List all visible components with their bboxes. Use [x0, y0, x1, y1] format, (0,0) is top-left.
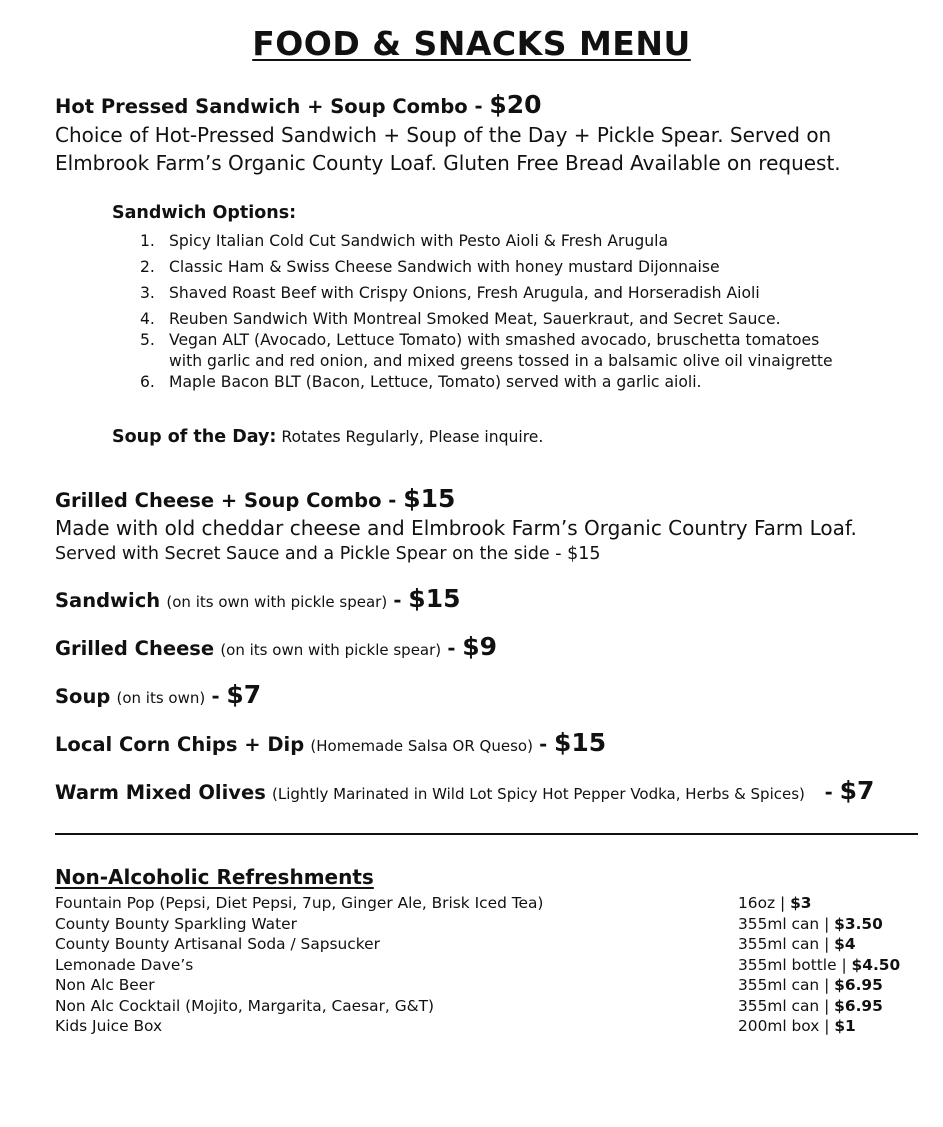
menu-item-name: Soup [55, 685, 111, 708]
sandwich-options-label: Sandwich Options: [112, 203, 297, 223]
table-row: Non Alc Cocktail (Mojito, Margarita, Caesar, G&T) 355ml can | $6.95 [55, 996, 883, 1015]
list-item [140, 330, 930, 372]
menu-item-price: $15 [554, 728, 607, 757]
beverage-price: $1 [834, 1017, 856, 1035]
menu-item-note: (on its own with pickle spear) [220, 641, 442, 659]
menu-item-name: Warm Mixed Olives [55, 781, 266, 804]
list-item-number: 4. [140, 310, 155, 328]
menu-item-name: Local Corn Chips + Dip [55, 733, 305, 756]
table-row: County Bounty Artisanal Soda / Sapsucker 355ml can | $4 [55, 935, 856, 953]
beverage-price: $4 [834, 935, 856, 953]
menu-item-note: (on its own) [116, 689, 206, 707]
refreshments-title: Non-Alcoholic Refreshments [55, 865, 374, 889]
combo-heading-hot-pressed: Hot Pressed Sandwich + Soup Combo - $20 [55, 90, 542, 119]
beverage-size: 16oz [738, 894, 776, 912]
combo-name: Grilled Cheese + Soup Combo [55, 489, 382, 512]
menu-item-price: $7 [839, 776, 875, 805]
table-row: County Bounty Sparkling Water 355ml can | $3.50 [55, 914, 883, 933]
menu-item-note: (on its own with pickle spear) [166, 593, 388, 611]
beverage-name: Non Alc Cocktail (Mojito, Margarita, Caesar, G&T) [55, 996, 435, 1015]
menu-item: Local Corn Chips + Dip (Homemade Salsa OR Queso) - $15 [55, 728, 607, 757]
soup-of-the-day-text: Rotates Regularly, Please inquire. [281, 428, 544, 446]
soup-of-the-day-label: Soup of the Day: [112, 427, 277, 447]
combo-description-extra: Served with Secret Sauce and a Pickle Spear on the side - $15 [55, 544, 601, 564]
list-item-number: 3. [140, 284, 155, 302]
beverage-price: $3 [790, 894, 812, 912]
beverage-size: 355ml can [738, 914, 820, 933]
table-row: Fountain Pop (Pepsi, Diet Pepsi, 7up, Ginger Ale, Brisk Iced Tea) 16oz | $3 [55, 894, 812, 912]
beverage-name: Kids Juice Box [55, 1017, 163, 1035]
list-item-text: Spicy Italian Cold Cut Sandwich with Pesto Aioli & Fresh Arugula [169, 232, 668, 250]
beverage-size: 355ml can [738, 935, 820, 953]
list-item [140, 257, 930, 278]
beverage-name: County Bounty Sparkling Water [55, 914, 297, 933]
list-item [140, 283, 930, 304]
menu-item-name: Sandwich [55, 589, 161, 612]
menu-item: Grilled Cheese (on its own with pickle spear) - $9 [55, 632, 498, 661]
list-item-text: Reuben Sandwich With Montreal Smoked Meat, Sauerkraut, and Secret Sauce. [169, 310, 781, 328]
menu-item: Sandwich (on its own with pickle spear) - $15 [55, 584, 461, 613]
beverage-size: 355ml can [738, 976, 820, 994]
beverage-price: $4.50 [851, 955, 901, 974]
combo-description-line: Choice of Hot-Pressed Sandwich + Soup of the Day + Pickle Spear. Served on [55, 123, 832, 147]
sandwich-options-list [140, 231, 930, 393]
table-row: Non Alc Beer 355ml can | $6.95 [55, 976, 883, 994]
beverage-size: 355ml bottle [738, 955, 837, 974]
combo-heading-grilled-cheese: Grilled Cheese + Soup Combo - $15 [55, 484, 456, 513]
menu-item-price: $7 [226, 680, 262, 709]
section-divider [55, 833, 918, 835]
menu-item-price: $9 [462, 632, 498, 661]
list-item-number: 2. [140, 258, 155, 276]
menu-item-name: Grilled Cheese [55, 637, 215, 660]
combo-price: $20 [489, 90, 542, 119]
table-row: Lemonade Dave’s 355ml bottle | $4.50 [55, 955, 901, 974]
list-item-text: Maple Bacon BLT (Bacon, Lettuce, Tomato) served with a garlic aioli. [169, 373, 702, 391]
list-item-text: Shaved Roast Beef with Crispy Onions, Fresh Arugula, and Horseradish Aioli [169, 284, 760, 302]
list-item-number: 6. [140, 373, 155, 391]
beverage-name: Lemonade Dave’s [55, 955, 194, 974]
menu-item-note: (Lightly Marinated in Wild Lot Spicy Hot Pepper Vodka, Herbs & Spices) [272, 785, 805, 803]
page-title: FOOD & SNACKS MENU [252, 24, 691, 63]
beverage-size: 200ml box [738, 1017, 820, 1035]
combo-price: $15 [403, 484, 456, 513]
list-item [140, 309, 930, 330]
menu-item-price: $15 [408, 584, 461, 613]
table-row: Kids Juice Box 200ml box | $1 [55, 1017, 856, 1035]
list-item-text: Classic Ham & Swiss Cheese Sandwich with honey mustard Dijonnaise [169, 258, 720, 276]
combo-description: Made with old cheddar cheese and Elmbrook Farm’s Organic Country Farm Loaf. [55, 516, 857, 540]
soup-of-the-day [112, 427, 543, 447]
beverage-name: Fountain Pop (Pepsi, Diet Pepsi, 7up, Ginger Ale, Brisk Iced Tea) [55, 894, 544, 912]
beverage-size: 355ml can [738, 996, 820, 1015]
combo-description [55, 121, 841, 177]
list-item-number: 1. [140, 232, 155, 250]
beverage-price: $6.95 [834, 976, 883, 994]
menu-item: Warm Mixed Olives (Lightly Marinated in Wild Lot Spicy Hot Pepper Vodka, Herbs & Spices) - $7 [55, 776, 875, 805]
beverage-price: $6.95 [834, 996, 883, 1015]
beverage-name: Non Alc Beer [55, 976, 155, 994]
combo-description-line: Elmbrook Farm’s Organic County Loaf. Gluten Free Bread Available on request. [55, 151, 841, 175]
list-item-text: Vegan ALT (Avocado, Lettuce Tomato) with smashed avocado, bruschetta tomatoes with garlic and red onion, and mixed greens tossed in a balsamic olive oil vinaigrette [169, 331, 833, 370]
combo-name: Hot Pressed Sandwich + Soup Combo [55, 95, 468, 118]
menu-item-note: (Homemade Salsa OR Queso) [310, 737, 533, 755]
beverage-name: County Bounty Artisanal Soda / Sapsucker [55, 935, 380, 953]
list-item [140, 372, 930, 393]
refreshments-list [55, 893, 915, 1037]
beverage-price: $3.50 [834, 914, 883, 933]
list-item-number: 5. [140, 331, 155, 349]
menu-item: Soup (on its own) - $7 [55, 680, 262, 709]
list-item [140, 231, 930, 252]
